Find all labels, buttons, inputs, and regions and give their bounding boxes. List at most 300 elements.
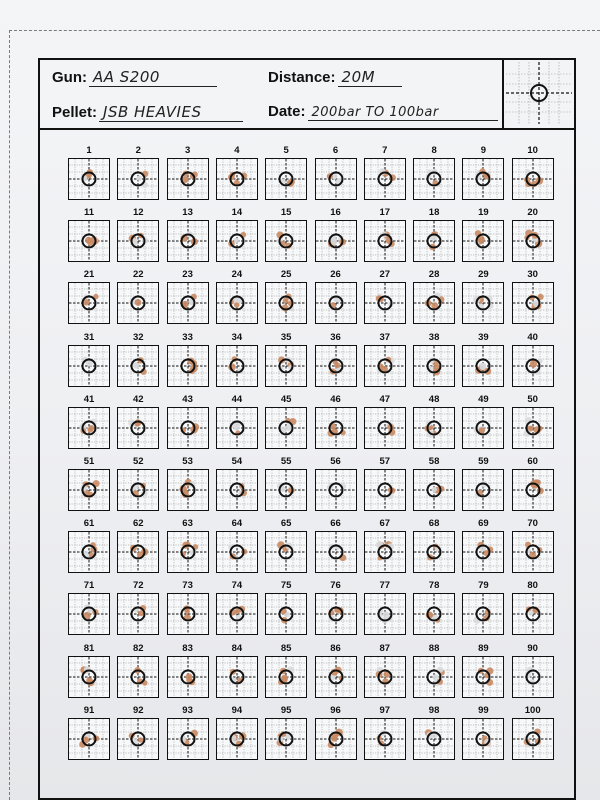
distance-field bbox=[268, 68, 402, 87]
target-number: 44 bbox=[231, 393, 243, 405]
bullseye-target bbox=[117, 531, 159, 573]
target-45 bbox=[261, 394, 311, 458]
bullseye-target bbox=[265, 345, 307, 387]
target-number: 59 bbox=[478, 456, 489, 467]
target-84 bbox=[212, 643, 262, 707]
bullseye-target bbox=[462, 345, 504, 387]
target-96 bbox=[311, 705, 361, 769]
bullseye-target bbox=[462, 220, 504, 262]
target-number: 89 bbox=[478, 642, 489, 654]
bullseye-target bbox=[117, 345, 159, 387]
target-number: 55 bbox=[280, 456, 292, 467]
target-2 bbox=[113, 145, 163, 209]
bullseye-target bbox=[167, 158, 209, 200]
target-number: 30 bbox=[527, 269, 538, 281]
target-32 bbox=[113, 332, 163, 396]
target-number: 72 bbox=[133, 580, 144, 592]
target-80 bbox=[508, 580, 558, 644]
target-number: 67 bbox=[379, 518, 391, 530]
target-number: 52 bbox=[133, 456, 144, 467]
distance-value: 20M bbox=[338, 68, 402, 87]
target-44 bbox=[212, 394, 262, 458]
target-69 bbox=[458, 518, 508, 582]
target-60 bbox=[508, 456, 558, 520]
bullseye-target bbox=[167, 656, 209, 698]
bullseye-target bbox=[512, 469, 554, 511]
target-number: 1 bbox=[86, 145, 92, 156]
target-36 bbox=[311, 332, 361, 396]
target-68 bbox=[409, 518, 459, 582]
cut-line-top bbox=[9, 30, 600, 31]
bullseye-target bbox=[315, 593, 357, 635]
target-34 bbox=[212, 332, 262, 396]
target-number: 29 bbox=[478, 269, 489, 281]
bullseye-target bbox=[364, 407, 406, 449]
target-number: 4 bbox=[234, 145, 240, 156]
target-56 bbox=[311, 456, 361, 520]
target-number: 68 bbox=[428, 518, 440, 530]
target-10 bbox=[508, 145, 558, 209]
target-number: 66 bbox=[330, 518, 341, 530]
target-48 bbox=[409, 394, 459, 458]
bullseye-target bbox=[265, 593, 307, 635]
target-54 bbox=[212, 456, 262, 520]
target-number: 65 bbox=[280, 518, 292, 530]
target-41 bbox=[64, 394, 114, 458]
target-number: 34 bbox=[231, 331, 243, 343]
target-38 bbox=[409, 332, 459, 396]
cut-line-left bbox=[9, 30, 10, 800]
target-7 bbox=[360, 145, 410, 209]
target-98 bbox=[409, 705, 459, 769]
target-number: 58 bbox=[428, 456, 440, 467]
bullseye-target bbox=[413, 718, 455, 760]
target-number: 61 bbox=[83, 518, 95, 530]
target-74 bbox=[212, 580, 262, 644]
target-number: 75 bbox=[280, 580, 292, 592]
target-number: 27 bbox=[379, 269, 391, 281]
bullseye-target bbox=[364, 469, 406, 511]
target-number: 60 bbox=[527, 456, 538, 467]
bullseye-target bbox=[68, 282, 110, 324]
date-label: Date: bbox=[268, 103, 306, 120]
bullseye-target bbox=[364, 718, 406, 760]
target-95 bbox=[261, 705, 311, 769]
bullseye-target bbox=[216, 220, 258, 262]
target-number: 81 bbox=[83, 642, 95, 654]
bullseye-target bbox=[462, 282, 504, 324]
target-number: 20 bbox=[527, 207, 538, 219]
target-number: 79 bbox=[478, 580, 489, 592]
bullseye-target bbox=[216, 656, 258, 698]
target-20 bbox=[508, 207, 558, 271]
target-number: 33 bbox=[182, 331, 193, 343]
bullseye-target bbox=[413, 469, 455, 511]
target-92 bbox=[113, 705, 163, 769]
target-22 bbox=[113, 269, 163, 333]
target-number: 18 bbox=[428, 207, 440, 219]
target-number: 90 bbox=[527, 642, 538, 654]
target-73 bbox=[163, 580, 213, 644]
target-number: 71 bbox=[83, 580, 95, 592]
bullseye-target bbox=[167, 469, 209, 511]
bullseye-target bbox=[413, 220, 455, 262]
target-12 bbox=[113, 207, 163, 271]
target-grid bbox=[64, 145, 564, 765]
target-number: 84 bbox=[231, 642, 243, 654]
target-14 bbox=[212, 207, 262, 271]
bullseye-target bbox=[315, 345, 357, 387]
target-28 bbox=[409, 269, 459, 333]
target-number: 100 bbox=[524, 704, 541, 716]
target-88 bbox=[409, 643, 459, 707]
target-number: 82 bbox=[133, 642, 144, 654]
target-number: 95 bbox=[280, 704, 292, 716]
bullseye-target bbox=[216, 345, 258, 387]
target-59 bbox=[458, 456, 508, 520]
target-number: 80 bbox=[527, 580, 538, 592]
bullseye-target bbox=[216, 407, 258, 449]
bullseye-target bbox=[462, 158, 504, 200]
target-number: 43 bbox=[182, 393, 193, 405]
bullseye-target bbox=[315, 718, 357, 760]
target-78 bbox=[409, 580, 459, 644]
target-number: 53 bbox=[182, 456, 193, 467]
bullseye-target bbox=[364, 158, 406, 200]
pellet-hole bbox=[528, 611, 533, 616]
bullseye-target bbox=[364, 593, 406, 635]
target-number: 26 bbox=[330, 269, 341, 281]
target-number: 6 bbox=[332, 145, 339, 156]
target-number: 15 bbox=[280, 207, 292, 219]
target-6 bbox=[311, 145, 361, 209]
reference-target bbox=[506, 62, 572, 124]
bullseye-target bbox=[117, 282, 159, 324]
target-72 bbox=[113, 580, 163, 644]
bullseye-target bbox=[216, 718, 258, 760]
target-19 bbox=[458, 207, 508, 271]
target-66 bbox=[311, 518, 361, 582]
bullseye-target bbox=[512, 718, 554, 760]
target-number: 13 bbox=[182, 207, 193, 219]
bullseye-target bbox=[315, 220, 357, 262]
target-33 bbox=[163, 332, 213, 396]
target-number: 51 bbox=[83, 456, 95, 467]
target-83 bbox=[163, 643, 213, 707]
target-number: 32 bbox=[133, 331, 144, 343]
target-4 bbox=[212, 145, 262, 209]
bullseye-target bbox=[512, 593, 554, 635]
target-number: 25 bbox=[280, 269, 292, 281]
target-13 bbox=[163, 207, 213, 271]
bullseye-target bbox=[216, 282, 258, 324]
bullseye-target bbox=[364, 531, 406, 573]
target-number: 57 bbox=[379, 456, 391, 467]
pellet-hole bbox=[234, 238, 239, 243]
target-number: 8 bbox=[431, 145, 437, 156]
target-number: 62 bbox=[133, 518, 144, 530]
bullseye-target bbox=[117, 220, 159, 262]
pellet-value: JSB HEAVIES bbox=[99, 103, 243, 122]
bullseye-target bbox=[364, 345, 406, 387]
pellet-label: Pellet: bbox=[52, 104, 98, 121]
target-46 bbox=[311, 394, 361, 458]
target-1 bbox=[64, 145, 114, 209]
target-21 bbox=[64, 269, 114, 333]
target-3 bbox=[163, 145, 213, 209]
target-number: 64 bbox=[231, 518, 243, 530]
bullseye-target bbox=[315, 469, 357, 511]
bullseye-target bbox=[68, 220, 110, 262]
bullseye-target bbox=[68, 593, 110, 635]
pellet-hole bbox=[234, 303, 239, 308]
pellet-hole bbox=[135, 299, 142, 306]
target-number: 35 bbox=[280, 331, 292, 343]
target-number: 48 bbox=[428, 393, 440, 405]
target-65 bbox=[261, 518, 311, 582]
target-number: 2 bbox=[135, 145, 141, 156]
target-number: 63 bbox=[182, 518, 193, 530]
bullseye-target bbox=[117, 718, 159, 760]
target-29 bbox=[458, 269, 508, 333]
target-40 bbox=[508, 332, 558, 396]
target-number: 7 bbox=[382, 145, 388, 156]
target-number: 22 bbox=[133, 269, 144, 281]
date-field bbox=[268, 103, 498, 121]
target-75 bbox=[261, 580, 311, 644]
target-15 bbox=[261, 207, 311, 271]
target-43 bbox=[163, 394, 213, 458]
target-70 bbox=[508, 518, 558, 582]
bullseye-target bbox=[68, 158, 110, 200]
bullseye-target bbox=[117, 656, 159, 698]
target-number: 47 bbox=[379, 393, 391, 405]
target-87 bbox=[360, 643, 410, 707]
bullseye-target bbox=[117, 158, 159, 200]
bullseye-target bbox=[167, 593, 209, 635]
bullseye-target bbox=[462, 656, 504, 698]
target-number: 11 bbox=[83, 207, 95, 219]
target-89 bbox=[458, 643, 508, 707]
bullseye-target bbox=[462, 718, 504, 760]
target-62 bbox=[113, 518, 163, 582]
target-27 bbox=[360, 269, 410, 333]
gun-label: Gun: bbox=[52, 69, 87, 86]
target-53 bbox=[163, 456, 213, 520]
target-64 bbox=[212, 518, 262, 582]
bullseye-target bbox=[265, 220, 307, 262]
target-number: 69 bbox=[478, 518, 489, 530]
target-number: 24 bbox=[231, 269, 243, 281]
target-67 bbox=[360, 518, 410, 582]
bullseye-target bbox=[413, 593, 455, 635]
target-58 bbox=[409, 456, 459, 520]
target-number: 45 bbox=[280, 393, 292, 405]
bullseye-target bbox=[68, 469, 110, 511]
target-number: 70 bbox=[527, 518, 538, 530]
target-number: 93 bbox=[182, 704, 193, 716]
target-number: 88 bbox=[428, 642, 440, 654]
target-number: 14 bbox=[231, 207, 243, 219]
bullseye-target bbox=[216, 158, 258, 200]
bullseye-target bbox=[68, 718, 110, 760]
bullseye-target bbox=[167, 282, 209, 324]
target-71 bbox=[64, 580, 114, 644]
bullseye-target bbox=[512, 282, 554, 324]
bullseye-target bbox=[364, 282, 406, 324]
bullseye-target bbox=[167, 345, 209, 387]
pellet-hole bbox=[432, 487, 437, 492]
pellet-hole bbox=[87, 427, 93, 433]
target-number: 3 bbox=[184, 145, 191, 156]
bullseye-target bbox=[512, 407, 554, 449]
target-11 bbox=[64, 207, 114, 271]
target-number: 99 bbox=[478, 704, 489, 716]
target-30 bbox=[508, 269, 558, 333]
target-number: 77 bbox=[379, 580, 391, 592]
distance-label: Distance: bbox=[268, 69, 336, 86]
bullseye-target bbox=[315, 656, 357, 698]
bullseye-target bbox=[364, 220, 406, 262]
bullseye-target bbox=[413, 345, 455, 387]
bullseye-target bbox=[315, 531, 357, 573]
bullseye-target bbox=[216, 469, 258, 511]
target-97 bbox=[360, 705, 410, 769]
target-39 bbox=[458, 332, 508, 396]
bullseye-target bbox=[117, 407, 159, 449]
target-81 bbox=[64, 643, 114, 707]
target-63 bbox=[163, 518, 213, 582]
target-number: 92 bbox=[133, 704, 144, 716]
target-number: 85 bbox=[280, 642, 292, 654]
bullseye-target bbox=[315, 282, 357, 324]
bullseye-target bbox=[68, 531, 110, 573]
target-number: 86 bbox=[330, 642, 341, 654]
target-number: 23 bbox=[182, 269, 193, 281]
target-number: 91 bbox=[83, 704, 95, 716]
target-number: 19 bbox=[478, 207, 489, 219]
bullseye-target bbox=[265, 718, 307, 760]
target-91 bbox=[64, 705, 114, 769]
target-37 bbox=[360, 332, 410, 396]
header-divider bbox=[502, 58, 504, 130]
pellet-hole bbox=[383, 612, 390, 619]
target-8 bbox=[409, 145, 459, 209]
bullseye-target bbox=[462, 531, 504, 573]
target-number: 41 bbox=[83, 393, 95, 405]
pellet-hole bbox=[234, 609, 239, 614]
target-23 bbox=[163, 269, 213, 333]
target-number: 76 bbox=[330, 580, 341, 592]
bullseye-target bbox=[364, 656, 406, 698]
target-number: 83 bbox=[182, 642, 193, 654]
target-number: 37 bbox=[379, 331, 391, 343]
bullseye-target bbox=[413, 531, 455, 573]
target-99 bbox=[458, 705, 508, 769]
pellet-hole bbox=[234, 425, 240, 431]
target-number: 42 bbox=[133, 393, 144, 405]
target-number: 54 bbox=[231, 456, 243, 467]
target-number: 5 bbox=[283, 145, 289, 156]
pellet-hole bbox=[133, 362, 138, 367]
bullseye-target bbox=[413, 407, 455, 449]
target-52 bbox=[113, 456, 163, 520]
target-17 bbox=[360, 207, 410, 271]
bullseye-target bbox=[167, 220, 209, 262]
target-77 bbox=[360, 580, 410, 644]
bullseye-target bbox=[413, 158, 455, 200]
target-18 bbox=[409, 207, 459, 271]
target-61 bbox=[64, 518, 114, 582]
bullseye-target bbox=[512, 531, 554, 573]
target-57 bbox=[360, 456, 410, 520]
bullseye-target bbox=[413, 656, 455, 698]
target-76 bbox=[311, 580, 361, 644]
bullseye-target bbox=[117, 593, 159, 635]
target-49 bbox=[458, 394, 508, 458]
target-number: 38 bbox=[428, 331, 440, 343]
bullseye-target bbox=[512, 345, 554, 387]
bullseye-target bbox=[265, 158, 307, 200]
target-number: 49 bbox=[478, 393, 489, 405]
target-35 bbox=[261, 332, 311, 396]
target-82 bbox=[113, 643, 163, 707]
bullseye-target bbox=[265, 407, 307, 449]
date-value: 200bar TO 100bar bbox=[308, 105, 498, 121]
target-number: 40 bbox=[527, 331, 538, 343]
bullseye-target bbox=[512, 158, 554, 200]
bullseye-target bbox=[462, 469, 504, 511]
target-51 bbox=[64, 456, 114, 520]
target-number: 10 bbox=[527, 145, 538, 156]
target-number: 87 bbox=[379, 642, 391, 654]
target-24 bbox=[212, 269, 262, 333]
bullseye-target bbox=[265, 656, 307, 698]
target-16 bbox=[311, 207, 361, 271]
target-55 bbox=[261, 456, 311, 520]
bullseye-target bbox=[462, 407, 504, 449]
bullseye-target bbox=[167, 718, 209, 760]
target-90 bbox=[508, 643, 558, 707]
target-number: 98 bbox=[428, 704, 440, 716]
target-number: 12 bbox=[133, 207, 144, 219]
bullseye-target bbox=[315, 407, 357, 449]
target-number: 96 bbox=[330, 704, 341, 716]
bullseye-target bbox=[117, 469, 159, 511]
pellet-field bbox=[52, 103, 243, 122]
target-47 bbox=[360, 394, 410, 458]
target-26 bbox=[311, 269, 361, 333]
bullseye-target bbox=[167, 531, 209, 573]
target-100 bbox=[508, 705, 558, 769]
target-number: 28 bbox=[428, 269, 440, 281]
target-number: 31 bbox=[83, 331, 95, 343]
bullseye-target bbox=[413, 282, 455, 324]
bullseye-target bbox=[265, 531, 307, 573]
target-number: 74 bbox=[231, 580, 243, 592]
target-number: 17 bbox=[379, 207, 391, 219]
bullseye-target bbox=[68, 656, 110, 698]
gun-value: AA S200 bbox=[89, 68, 217, 87]
target-number: 50 bbox=[527, 393, 538, 405]
pellet-hole bbox=[137, 175, 142, 180]
target-25 bbox=[261, 269, 311, 333]
bullseye-target bbox=[512, 656, 554, 698]
target-93 bbox=[163, 705, 213, 769]
bullseye-target bbox=[265, 469, 307, 511]
target-42 bbox=[113, 394, 163, 458]
target-number: 36 bbox=[330, 331, 341, 343]
